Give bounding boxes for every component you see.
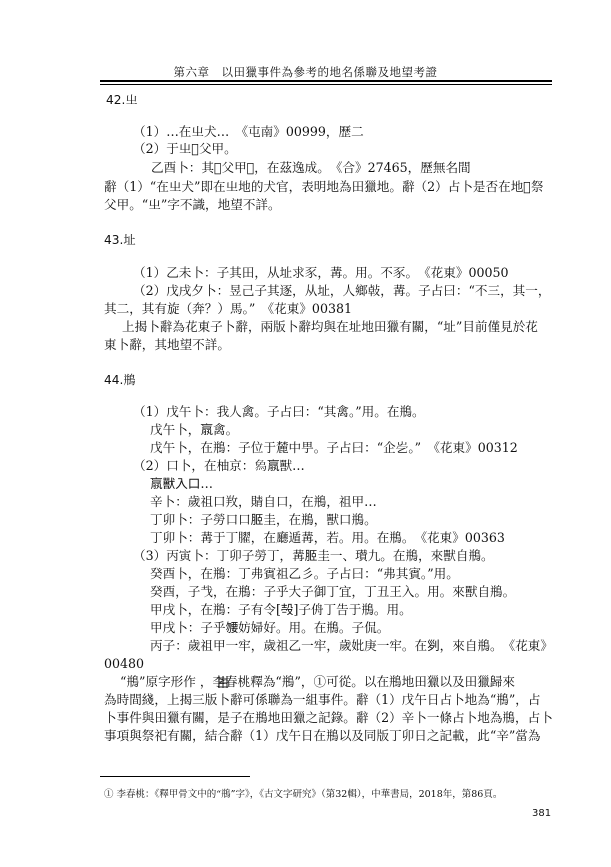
text-line: 𣎆獸入口…	[150, 476, 213, 491]
footnote-rule	[100, 776, 250, 777]
text-line: 卜事件與田獵有關，是子在鵧地田獵之記錄。辭（2）辛卜一條占卜地為鵧，占卜	[104, 710, 553, 725]
page-number: 381	[532, 808, 552, 819]
text-line: 癸酉卜，在鵧：丁弗賓祖乙彡。子占曰：“弗其賓。”用。	[150, 566, 459, 581]
text-line: 東卜辭，其地望不詳。	[104, 337, 230, 352]
text-line: 丁卯卜：冓于丁𦡱，在廳遁冓，若。用。在鵧。 《花東》00363	[150, 530, 505, 545]
text-line: （2）于㞢𡧊父甲。	[133, 141, 237, 156]
text-line: 甲戌卜，在鵧：子有令[𣪊]子侜丁告于鵧。用。	[150, 602, 412, 617]
text-line: 事項與祭祀有關，結合辭（1）戊午日在鵧以及同版丁卯日之記載，此“辛”當為	[104, 728, 541, 743]
section-heading: 44.鵧	[104, 373, 136, 387]
text-line: 父甲。“㞢”字不識，地望不詳。	[104, 197, 281, 212]
header-rule-thin	[100, 84, 552, 85]
text-line: 丁卯卜：子勞口口𦚟圭，在鵧，獸口鵧。	[150, 512, 377, 527]
text-line: “鵧”原字形作 ，李春桃釋為“鵧”，①可從。以在鵧地田獵以及田獵歸來	[120, 674, 515, 689]
oracle-bone-character-glyph	[217, 675, 229, 689]
text-line: （2）戊戌夕卜：昱己子其逐，从址，人鄉㪕，冓。子占曰：“不三，其一，	[133, 283, 551, 298]
text-line: 為時間綫，上揭三版卜辭可係聯為一組事件。辭（1）戊午日占卜地為“鵧”，占	[104, 692, 541, 707]
text-line: （3）丙寅卜：丁卯子勞丁，冓𦚟圭一、瓉九。在鵧，來獸自鵧。	[133, 548, 494, 563]
text-line: （1）乙未卜：子其田，从址求豕，冓。用。不豕。 《花東》00050	[133, 265, 509, 280]
section-heading: 43.址	[104, 233, 136, 247]
text-line: 其二，其有旋（奔？）馬。” 《花東》00381	[104, 301, 352, 316]
text-line: 辛卜：歲祖口䍩，䝼自口，在鵧，祖甲…	[150, 494, 377, 509]
text-line: 00480	[104, 656, 145, 671]
text-line: 癸酉，子𢦏，在鵧：子乎大子御丁宜，丁丑王入。用。來獸自鵧。	[150, 584, 516, 599]
running-header: 第六章 以田獵事件為參考的地名係聯及地望考證	[173, 65, 438, 79]
text-line: （2）口卜，在柚京：𤉢𣎆獸…	[133, 458, 305, 473]
header-rule-thick	[100, 80, 552, 82]
text-line: 甲戌卜：子乎𧟰妨婦好。用。在鵧。子侃。	[150, 620, 390, 635]
text-line: （1）…在㞢犬… 《屯南》00999，歷二	[133, 124, 364, 139]
text-line: 上揭卜辭為花東子卜辭，兩版卜辭均與在址地田獵有關，“址”目前僅見於花	[122, 319, 538, 334]
text-line: 戊午卜，在鵧：子位于麓中甼。子占曰：“企𡴄。” 《花東》00312	[150, 440, 518, 455]
text-line: 辭（1）“在㞢犬”即在㞢地的犬官，表明地為田獵地。辭（2）占卜是否在地𡧊祭	[104, 179, 544, 194]
text-line: 丙子：歲祖甲一牢，歲祖乙一牢，歲妣庚一牢。在𠛱，來自鵧。 《花東》	[150, 638, 553, 653]
footnote: ① 李春桃：《釋甲骨文中的“鵧”字》，《古文字研究》（第32輯），中華書局，2018年，第86頁。	[104, 789, 503, 800]
text-line: 戊午卜，𣎆禽。	[150, 422, 239, 437]
text-line: （1）戊午卜：我人禽。子占曰：“其禽。”用。在鵧。	[133, 404, 425, 419]
section-heading: 42.㞢	[106, 93, 138, 107]
text-line: 乙酉卜：其𡧊父甲𣪊，在茲逸成。 《合》27465，歷無名間	[151, 160, 471, 175]
